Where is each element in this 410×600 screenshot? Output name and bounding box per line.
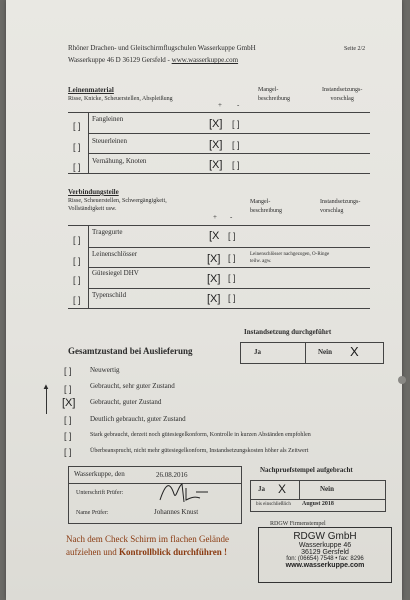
verbindung-box[interactable]: [ ]	[73, 275, 81, 285]
leinen-item-label: Steuerleinen	[92, 137, 127, 145]
verbindung-minus-check[interactable]: [ ]	[228, 253, 236, 263]
nachpruef-hline	[251, 499, 385, 500]
verbindung-item-label: Typenschild	[92, 291, 127, 299]
verbindung-minus-check[interactable]: [ ]	[228, 231, 236, 241]
verbindung-plus-check[interactable]: [X]	[207, 293, 221, 305]
website-link: www.wasserkuppe.com	[171, 56, 239, 64]
gesamt-box[interactable]: [ ]	[64, 366, 72, 376]
stamp-city: 36129 Gersfeld	[301, 549, 349, 556]
instandsetzung-divider	[305, 343, 306, 363]
gesamt-box[interactable]: [X]	[62, 397, 76, 409]
leinen-minus-check[interactable]: [ ]	[232, 119, 240, 129]
signature-place-label: Wasserkuppe, den	[74, 470, 125, 478]
leinen-plus-check[interactable]: [X]	[209, 159, 223, 171]
nachpruef-ja-mark: X	[278, 482, 287, 496]
verbindung-minus-check[interactable]: [ ]	[228, 293, 236, 303]
verbindung-minus: -	[230, 213, 233, 221]
gesamt-box[interactable]: [ ]	[64, 384, 72, 394]
leinen-minus: -	[237, 101, 240, 109]
leinen-plus-check[interactable]: [X]	[209, 139, 223, 151]
verbindung-subtitle-2: Vollständigkeit usw.	[68, 206, 117, 212]
firmenstempel-label: RDGW Firmenstempel	[270, 521, 326, 527]
verbindung-item-label: Leinenschlösser	[92, 250, 138, 258]
verbindung-item-label: Tragegurte	[92, 228, 123, 236]
gesamt-option-label: Gebraucht, guter Zustand	[90, 398, 162, 406]
leinen-box[interactable]: [ ]	[73, 162, 81, 172]
verbindung-plus-check[interactable]: [X	[209, 230, 220, 242]
leinen-plus: +	[218, 101, 222, 109]
leinen-minus-check[interactable]: [ ]	[232, 140, 240, 150]
leinen-subtitle: Risse, Knicke, Scheuerstellen, Abspleißung	[68, 96, 173, 102]
gesamt-option-label: Überbeansprucht, nicht mehr gütesiegelkonform, Instandsetzungskosten höher als Zeitwert	[90, 448, 309, 454]
company-name: Rhöner Drachen- und Gleitschirmflugschulen Wasserkuppe GmbH	[68, 44, 256, 52]
verbindung-plus-check[interactable]: [X]	[207, 253, 221, 265]
signature-name-value: Johannes Knust	[154, 508, 199, 516]
verbindung-col-instand: Instandsetzungs- vorschlag	[320, 199, 361, 214]
gesamt-box[interactable]: [ ]	[64, 447, 72, 457]
instandsetzung-box	[240, 342, 384, 364]
instandsetzung-ja[interactable]: Ja	[254, 348, 261, 356]
verbindung-plus: +	[213, 213, 217, 221]
verbindung-subtitle-1: Risse, Scheuerstellen, Schwergängigkeit,	[68, 198, 167, 204]
leinen-col-instand: Instandsetzungs- vorschlag	[322, 87, 363, 102]
leinen-box[interactable]: [ ]	[73, 142, 81, 152]
nachpruef-box	[250, 480, 386, 512]
instandsetzung-nein[interactable]: Nein	[318, 348, 332, 356]
signature-scribble	[156, 478, 216, 504]
footer-line-2	[66, 547, 227, 557]
leinenschloesser-note: Leinenschlösser nachgezogen, O-Ringe teilw. agw.	[250, 252, 330, 264]
nachpruef-nein[interactable]: Nein	[320, 485, 334, 493]
signature-date: 26.08.2016	[156, 471, 188, 479]
leinen-title: Leinenmaterial	[68, 86, 114, 94]
address-text: Wasserkuppe 46 D 36129 Gersfeld -	[68, 56, 172, 64]
gesamt-option-label: Deutlich gebraucht, guter Zustand	[90, 415, 186, 423]
verbindung-box[interactable]: [ ]	[73, 256, 81, 266]
gesamtzustand-title: Gesamtzustand bei Auslieferung	[68, 346, 193, 356]
pen-arrow-line	[46, 388, 47, 414]
footer-line-1: Nach dem Check Schirm im flachen Gelände	[66, 534, 229, 544]
verbindung-item-label: Gütesiegel DHV	[92, 269, 139, 277]
nachpruef-title: Nachpruefstempel aufgebracht	[260, 466, 353, 474]
stamp-phone: fon: (06654) 7548 • fax: 8296	[286, 556, 364, 562]
stamp-street: Wasserkuppe 46	[298, 542, 352, 549]
nachpruef-divider	[299, 481, 300, 499]
leinen-item-label: Fangleinen	[92, 115, 124, 123]
company-stamp	[258, 527, 392, 583]
verbindung-box[interactable]: [ ]	[73, 235, 81, 245]
verbindung-title: Verbindungsteile	[68, 188, 119, 196]
gesamt-box[interactable]: [ ]	[64, 415, 72, 425]
page-number: Seite 2/2	[344, 46, 366, 52]
verbindung-plus-check[interactable]: [X]	[207, 273, 221, 285]
nachpruef-bis-value: August 2018	[302, 501, 334, 507]
leinen-minus-check[interactable]: [ ]	[232, 160, 240, 170]
leinen-row	[88, 134, 370, 154]
leinen-box[interactable]: [ ]	[73, 121, 81, 131]
nachpruef-ja[interactable]: Ja	[258, 485, 265, 493]
stamp-name: RDGW GmbH	[293, 531, 357, 542]
stamp-web: www.wasserkuppe.com	[285, 562, 365, 569]
verbindung-col-mangel: Mangel- beschreibung	[250, 199, 282, 214]
gesamt-option-label: Gebraucht, sehr guter Zustand	[90, 382, 175, 390]
leinen-row	[88, 113, 370, 134]
nachpruef-bis-label: bis einschließlich	[256, 502, 291, 507]
leinen-plus-check[interactable]: [X]	[209, 118, 223, 130]
signature-name-label: Name Prüfer:	[76, 510, 109, 516]
leinen-item-label: Vernähung, Knoten	[92, 157, 147, 165]
signature-sign-label: Unterschrift Prüfer:	[76, 490, 124, 496]
footer-line-2-bold: Kontrollblick durchführen !	[118, 547, 228, 557]
leinen-col-mangel: Mangel- beschreibung	[258, 87, 290, 102]
company-address	[68, 56, 238, 64]
gesamt-box[interactable]: [ ]	[64, 431, 72, 441]
gesamt-option-label: Neuwertig	[90, 366, 120, 374]
verbindung-minus-check[interactable]: [ ]	[228, 273, 236, 283]
verbindung-box[interactable]: [ ]	[73, 295, 81, 305]
gesamt-option-label: Stark gebraucht, derzeit noch gütesiegelkonform, Kontrolle in kurzen Abständen empfohlen	[90, 432, 311, 438]
document-page	[6, 0, 402, 600]
instandsetzung-nein-mark: X	[350, 344, 359, 359]
pen-arrow-head: ▲	[42, 382, 50, 391]
instandsetzung-title: Instandsetzung durchgeführt	[244, 328, 332, 336]
punch-hole	[398, 376, 406, 384]
footer-line-2-start: aufziehen und	[66, 547, 119, 557]
